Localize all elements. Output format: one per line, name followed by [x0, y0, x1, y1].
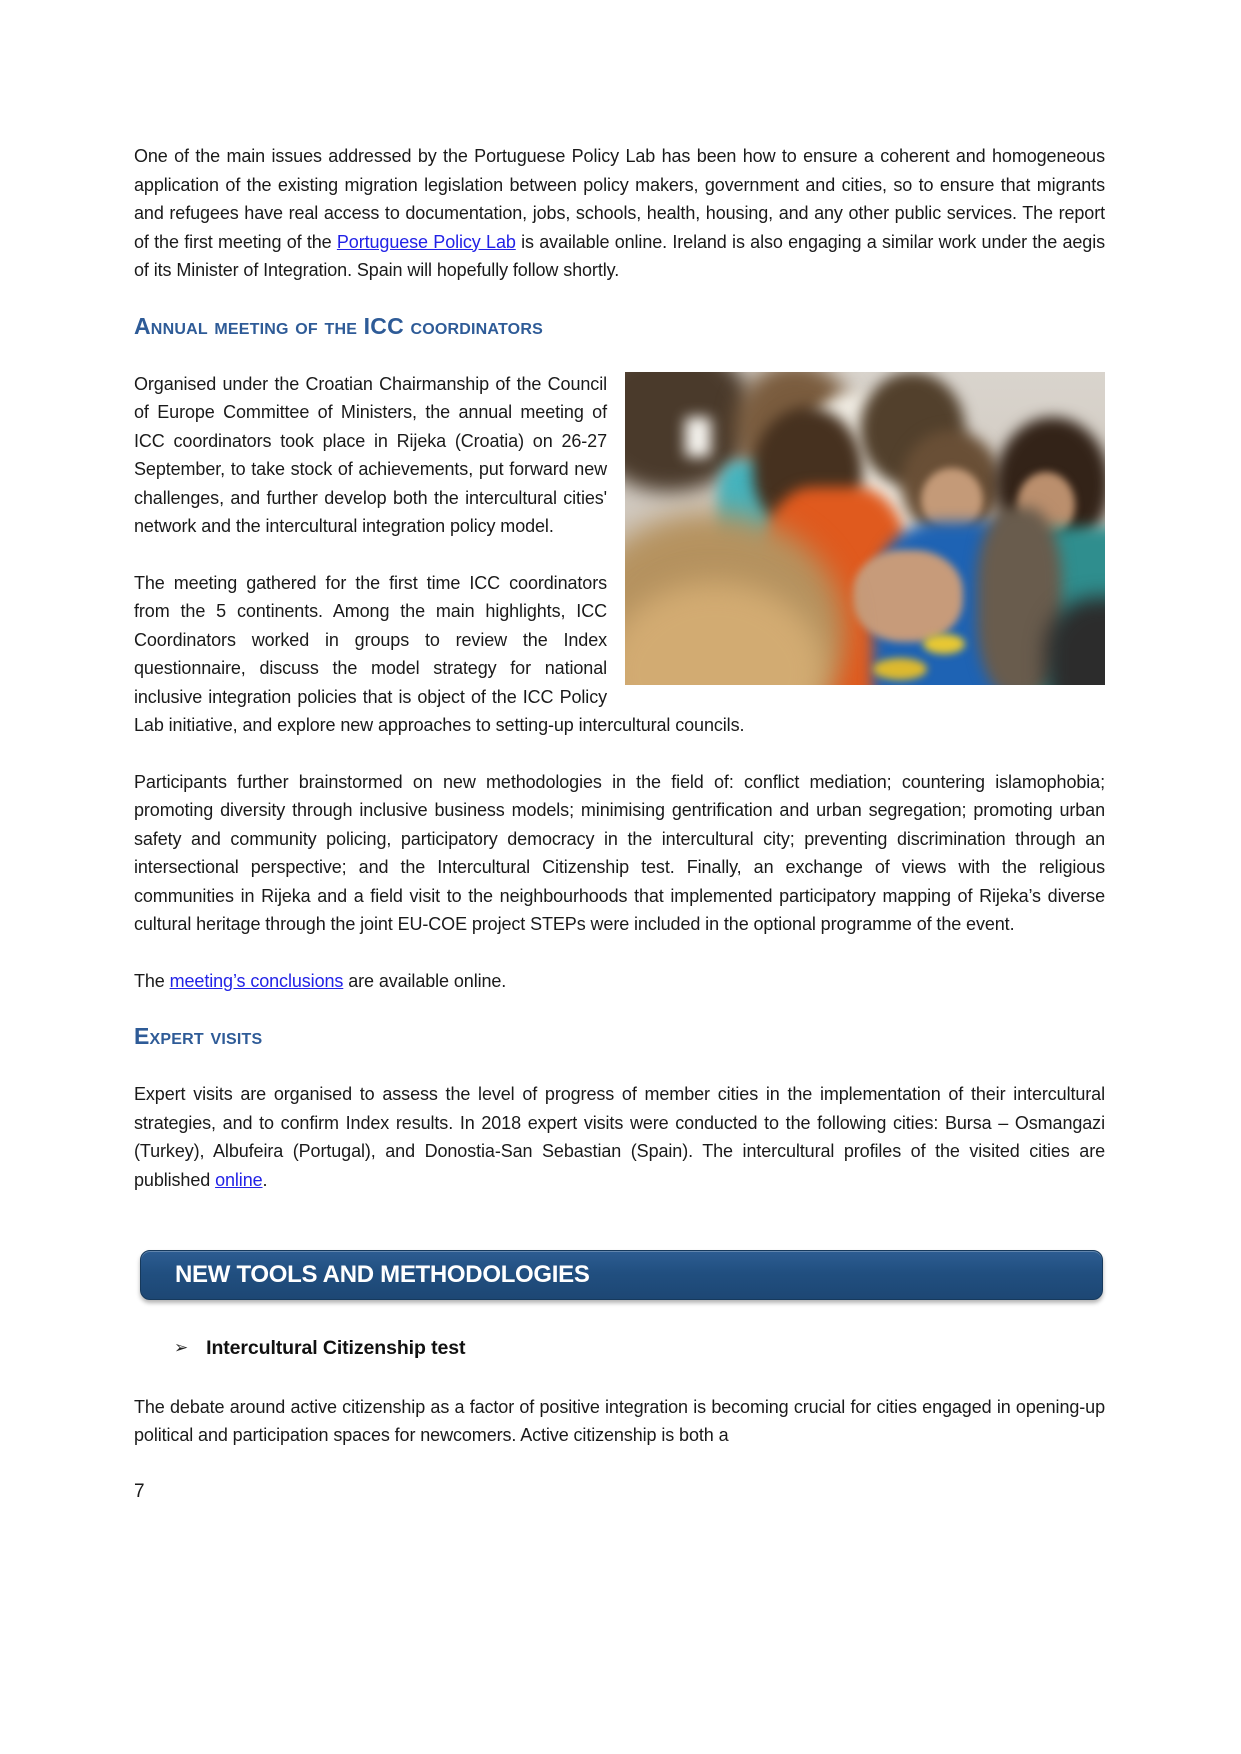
citizenship-test-bullet [174, 1334, 1105, 1363]
expert-text-after: . [262, 1169, 268, 1190]
photo-paper-cup [685, 417, 711, 457]
participants-paragraph: Participants further brainstormed on new methodologies in the field of: conflict mediation; countering islamophobia; promoting diversity through inclusive business models; minimising gentrification and urban segregation; promoting urban safety and community policing, participatory democracy in the intercultural city; preventing discrimination through an intersectional perspective; and the Intercultural Citizenship test. Finally, an exchange of views with the religious communities in Rijeka and a field visit to the neighbourhoods that implemented participatory mapping of Rijeka’s diverse cultural heritage through the joint EU-COE project STEPs were included in the optional programme of the event. [134, 771, 1105, 934]
conclusions-line [134, 967, 1105, 996]
new-tools-banner [140, 1250, 1103, 1300]
conference-photo [625, 372, 1105, 685]
meeting-conclusions-link[interactable]: meeting’s conclusions [169, 970, 344, 991]
expert-visits-paragraph [134, 1080, 1105, 1194]
photo-yellow-object [873, 658, 927, 680]
debate-paragraph: The debate around active citizenship as a factor of positive integration is becoming crucial for cities engaged in opening-up political and participation spaces for newcomers. Active citizenship is both a [134, 1396, 1105, 1445]
annual-meeting-heading: Annual meeting of the ICC coordinators [134, 312, 543, 339]
page-number: 7 [134, 1480, 145, 1502]
conclusions-after: are available online. [343, 970, 507, 991]
new-tools-banner-label: NEW TOOLS AND METHODOLOGIES [175, 1260, 590, 1288]
intro-text-before: One of the main issues addressed by the Portuguese Policy Lab has been how to ensure a coherent and homogeneous application of the existing migration legislation between policy makers, government and cities, so to ensure that migrants and refugees have real access to documentation, jobs, schools, health, housing, and any other public services. The report of the first meeting of the [134, 146, 1105, 252]
organised-paragraph: Organised under the Croatian Chairmanship of the Council of Europe Committee of Ministers, the annual meeting of ICC coordinators took place in Rijeka (Croatia) on 26-27 September, to take stock of achievements, put forward new challenges, and further develop both the intercultural cities' network and the intercultural integration policy model. [134, 373, 607, 536]
annual-meeting-section [134, 370, 1105, 768]
conclusions-before: The [134, 970, 170, 991]
photo-yellow-object [923, 634, 965, 654]
intro-paragraph [134, 142, 1105, 285]
online-link[interactable]: online [215, 1169, 263, 1190]
portuguese-policy-lab-link[interactable]: Portuguese Policy Lab [336, 231, 516, 252]
gathered-paragraph: The meeting gathered for the first time ICC coordinators from the 5 continents. Among the main highlights, ICC Coordinators worked in groups to review the Index questionnaire, discuss the model strategy for national inclusive integration policies that is object of the ICC Policy Lab initiative, and explore new approaches to setting-up intercultural councils. [134, 572, 745, 735]
intro-text-after: is available online. Ireland is also engaging a similar work under the aegis of its Minister of Integration. Spain will hopefully follow shortly. [134, 231, 1105, 280]
expert-visits-heading: Expert visits [134, 1023, 263, 1049]
photo-clapping-hands [853, 550, 963, 642]
arrow-bullet-icon: ➢ [174, 1338, 189, 1357]
citizenship-test-label: Intercultural Citizenship test [206, 1337, 466, 1359]
expert-text-before: Expert visits are organised to assess the level of progress of member cities in the implementation of their intercultural strategies, and to confirm Index results. In 2018 expert visits were conducted to the following cities: Bursa – Osmangazi (Turkey), Albufeira (Portugal), and Donostia-San Sebastian (Spain). The intercultural profiles of the visited cities are published [134, 1084, 1105, 1190]
